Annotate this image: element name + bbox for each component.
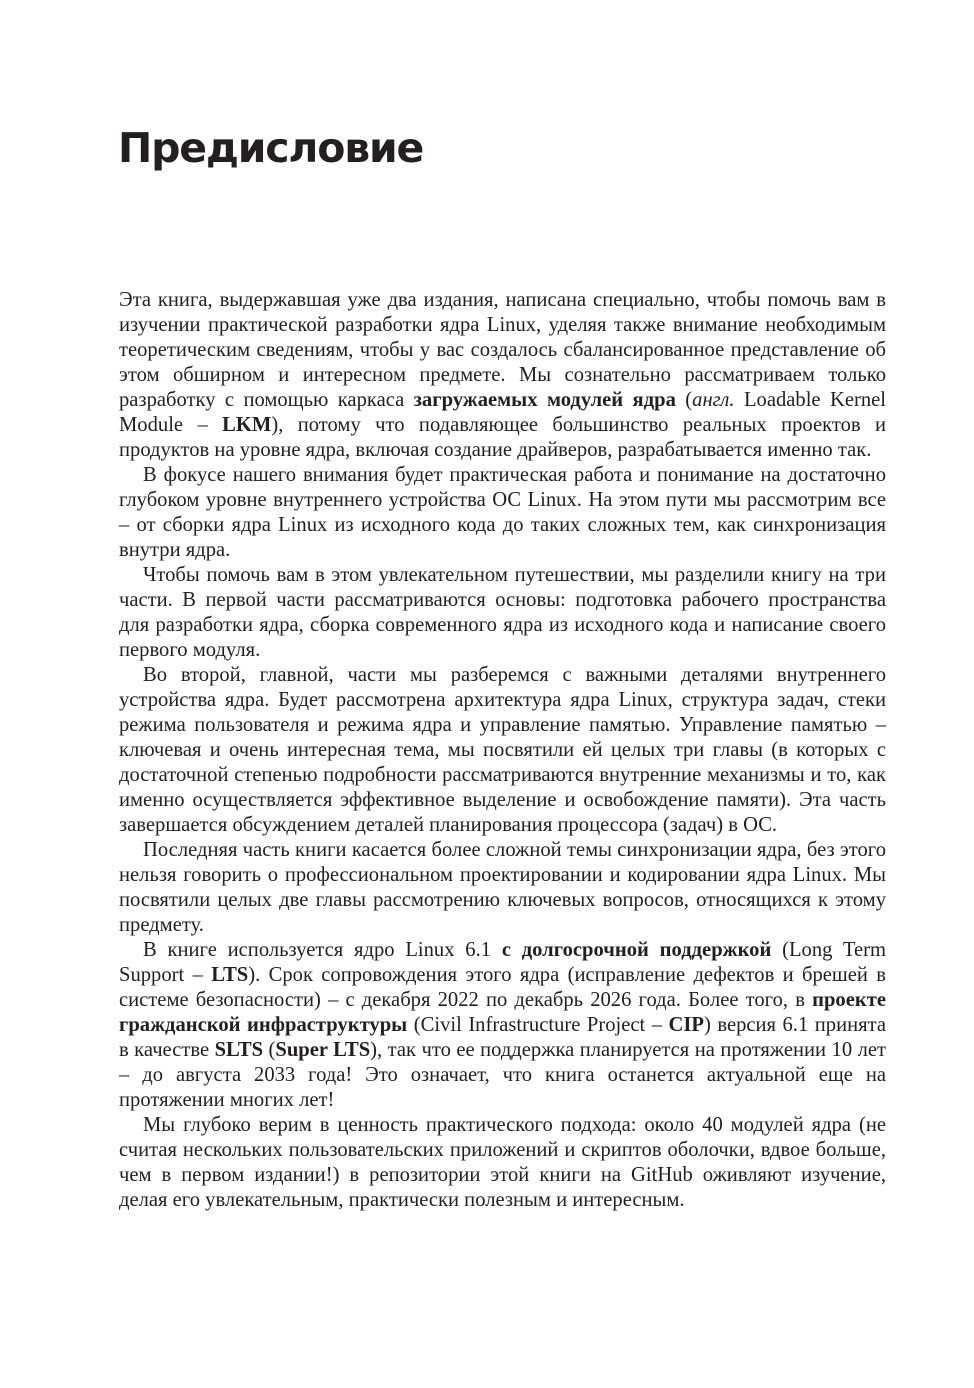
- bold-term: SLTS: [214, 1039, 264, 1061]
- text-run: (: [675, 389, 693, 411]
- text-run: ), потому что подавляющее большинство реальных проектов и продуктов на уровне ядра, включая создание драйверов, разрабатывается именно так.: [119, 414, 886, 461]
- text-run: (Civil Infrastructure Project –: [407, 1014, 669, 1036]
- text-run: Последняя часть книги касается более сложной темы синхронизации ядра, без этого нельзя говорить о профессиональном проектировании и кодировании ядра Linux. Мы посвятили целых две главы рассмотрению ключевых вопросов, относящихся к этому предмету.: [119, 839, 886, 936]
- bold-term: Super LTS: [275, 1039, 371, 1061]
- text-run: Чтобы помочь вам в этом увлекательном путешествии, мы разделили книгу на три части. В первой части рассматриваются основы: подготовка рабочего пространства для разработки ядра, сборка современного ядра из исходного кода и написание своего первого модуля.: [119, 564, 886, 661]
- bold-term: проекте гражданской инфраструктуры: [119, 989, 886, 1036]
- text-run: В книге используется ядро Linux 6.1: [143, 939, 502, 961]
- bold-term: LTS: [211, 964, 249, 986]
- text-run: Эта книга, выдержавшая уже два издания, написана специально, чтобы помочь вам в изучении практической разработки ядра Linux, уделяя также внимание необходимым теоретическим сведениям, чтобы у вас создалось сбалансированное представление об этом обширном и интересном предмете. Мы сознательно рассматриваем только разработку с помощью каркаса: [119, 289, 886, 411]
- text-run: Мы глубоко верим в ценность практического подхода: около 40 модулей ядра (не считая нескольких пользовательских приложений и скриптов оболочки, вдвое больше, чем в первом издании!) в репозитории этой книги на GitHub оживляют изучение, делая его увлекательным, практически полезным и интересным.: [119, 1114, 886, 1211]
- paragraph: [119, 838, 886, 938]
- text-run: (: [263, 1039, 276, 1061]
- preface-body: [119, 288, 886, 1213]
- paragraph: [119, 938, 886, 1113]
- bold-term: LKM: [222, 414, 272, 436]
- text-run: Loadable Kernel Module –: [119, 389, 886, 436]
- text-run: ), так что ее поддержка планируется на протяжении 10 лет – до августа 2033 года! Это означает, что книга останется актуальной еще на протяжении многих лет!: [119, 1039, 886, 1111]
- paragraph: [119, 463, 886, 563]
- paragraph: [119, 563, 886, 663]
- italic-text: англ.: [692, 389, 735, 411]
- text-run: В фокусе нашего внимания будет практическая работа и понимание на достаточно глубоком уровне внутреннего устройства ОС Linux. На этом пути мы рассмотрим все – от сборки ядра Linux из исходного кода до таких сложных тем, как синхронизация внутри ядра.: [119, 464, 886, 561]
- text-run: Во второй, главной, части мы разберемся с важными деталями внутреннего устройства ядра. Будет рассмотрена архитектура ядра Linux, структура задач, стеки режима пользователя и режима ядра и управление памятью. Управление памятью – ключевая и очень интересная тема, мы посвятили ей целых три главы (в которых с достаточной степенью подробности рассматриваются внутренние механизмы и то, как именно осуществляется эффективное выделение и освобождение памяти). Эта часть завершается обсуждением деталей планирования процессора (задач) в ОС.: [119, 664, 886, 836]
- chapter-title: Предисловие: [118, 124, 424, 172]
- bold-term: с долгосрочной поддержкой: [501, 939, 772, 961]
- paragraph: [119, 288, 886, 463]
- paragraph: [119, 1113, 886, 1213]
- text-run: ). Срок сопровождения этого ядра (исправление дефектов и брешей в системе безопасности) – с декабря 2022 по декабрь 2026 года. Более того, в: [119, 964, 887, 1011]
- paragraph: [119, 663, 886, 838]
- bold-term: CIP: [668, 1014, 704, 1036]
- text-run: (Long Term Support –: [119, 939, 887, 986]
- text-run: ) версия 6.1 принята в качестве: [119, 1014, 886, 1061]
- bold-term: загружаемых модулей ядра: [413, 389, 676, 411]
